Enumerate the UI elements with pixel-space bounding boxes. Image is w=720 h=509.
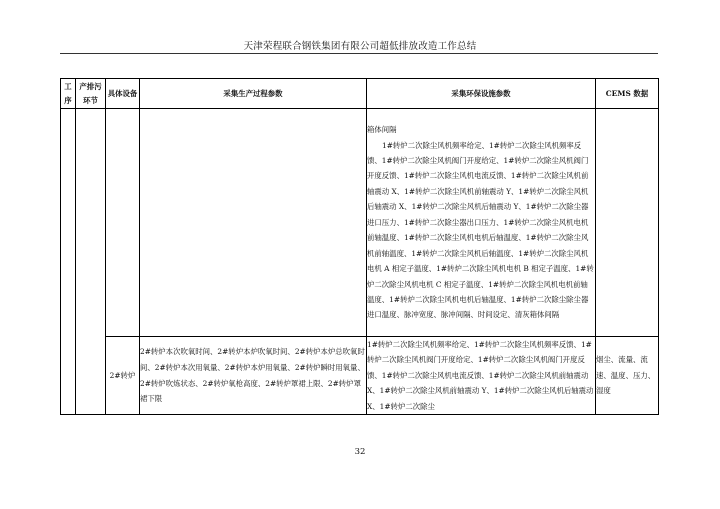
col-header-process-stage: 产排污环节 (76, 79, 106, 109)
col-header-seq: 工序 (61, 79, 76, 109)
col-header-equipment: 具体设备 (106, 79, 140, 109)
cell-production-2: 2#转炉本次吹氧时间、2#转炉本炉吹氧时间、2#转炉本炉总吹氧时间、2#转炉本次用氧量、2#转炉本炉用氧量、2#转炉瞬时用氧量、2#转炉吹炼状态、2#转炉氧枪高度、2#转炉罩裙上限、2#转炉罩裙下限 (140, 337, 367, 415)
cell-cems-2: 烟尘、流量、流速、温度、压力、湿度 (596, 337, 659, 415)
col-header-production-params: 采集生产过程参数 (140, 79, 367, 109)
page-header-title: 天津荣程联合钢铁集团有限公司超低排放改造工作总结 (243, 41, 477, 52)
header-rule (60, 53, 658, 54)
cell-env-params-1 (367, 109, 596, 337)
env-params-text-1: 1#转炉二次除尘风机频率给定、1#转炉二次除尘风机频率反馈、1#转炉二次除尘风机阀门开度给定、1#转炉二次除尘风机阀门开度反馈、1#转炉二次除尘风机电流反馈、1#转炉二次除尘风机前轴震动 X、1#转炉二次除尘风机前轴震动 Y、1#转炉二次除尘风机后轴震动 X、1#转炉二次除尘风机后轴震动 Y、1#转炉二次除尘器进口压力、1#转炉二次除尘器出口压力、1#转炉二次除尘风机电机前轴温度、1#转炉二次除尘风机电机后轴温度、1#转炉二次除尘风机前轴温度、1#转炉二次除尘风机后轴温度、1#转炉二次除尘风机电机 A 相定子温度、1#转炉二次除尘风机电机 B 相定子温度、1#转炉二次除尘风机电机 C 相定子温度、1#转炉二次除尘风机电机前轴温度、1#转炉二次除尘风机电机后轴温度、1#转炉二次除尘除尘器进口温度、脉冲宽度、脉冲间隔、时间设定、清灰箱体间隔 (367, 140, 594, 320)
cell-seq (61, 109, 76, 415)
cell-cems-1 (596, 109, 659, 337)
table-row (61, 337, 659, 415)
cell-equipment-1 (106, 109, 140, 337)
table-header-row (61, 79, 659, 109)
cell-process-stage (76, 109, 106, 415)
table-row (61, 109, 659, 337)
env-first-line: 箱体间隔 (367, 125, 397, 135)
cell-production-1 (140, 109, 367, 337)
parameter-table (60, 78, 659, 415)
col-header-cems: CEMS 数据 (596, 79, 659, 109)
col-header-env-params: 采集环保设施参数 (367, 79, 596, 109)
page-number: 32 (354, 447, 366, 457)
cell-equipment-2: 2#转炉 (106, 337, 140, 415)
cell-env-params-2: 1#转炉二次除尘风机频率给定、1#转炉二次除尘风机频率反馈、1#转炉二次除尘风机阀门开度给定、1#转炉二次除尘风机阀门开度反馈、1#转炉二次除尘风机电流反馈、1#转炉二次除尘风机前轴震动 X、1#转炉二次除尘风机前轴震动 Y、1#转炉二次除尘风机后轴震动 X、1#转炉二次除尘 (367, 337, 596, 415)
